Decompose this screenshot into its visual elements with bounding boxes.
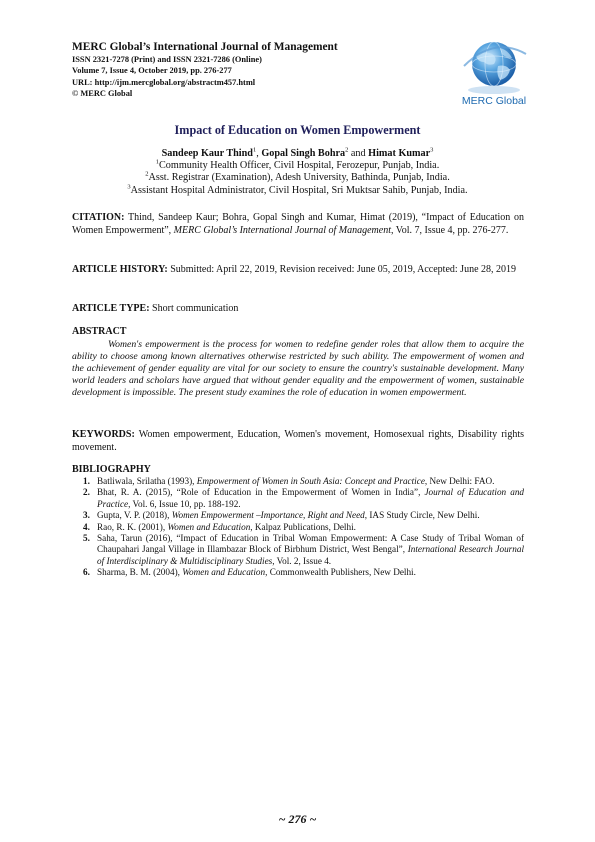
item-text: Bhat, R. A. (2015), “Role of Education in the Empowerment of Women in India”, [97, 487, 425, 498]
item-text-end: , IAS Study Circle, New Delhi. [364, 510, 480, 521]
citation-label: CITATION: [72, 212, 125, 223]
item-number: 3. [83, 510, 90, 521]
history-text: Submitted: April 22, 2019, Revision received: June 05, 2019, Accepted: June 28, 2019 [167, 264, 517, 275]
abstract-heading: ABSTRACT [72, 326, 127, 337]
page-number: ~ 276 ~ [278, 812, 317, 826]
citation-block [72, 212, 524, 237]
article-type-text: Short communication [149, 303, 239, 314]
item-text-end: , New Delhi: FAO. [424, 476, 495, 486]
item-text-end: , Vol. 2, Issue 4. [272, 555, 332, 566]
history-label: ARTICLE HISTORY: [72, 264, 168, 275]
affiliation-text: Assistant Hospital Administrator, Civil Hospital, Sri Muktsar Sahib, Punjab, India. [130, 184, 468, 196]
journal-name: MERC Global’s International Journal of Management [72, 41, 338, 53]
abstract-text: Women's empowerment is the process for women to redefine gender roles that allow them to acquire the ability to choose among known alternatives otherwise restricted by such ability. The empowerment of women and the achievement of gender equality are vital for our society to ensure the country's sustainable development. Many world leaders and scholars have argued that without gender equality and the empowerment of women, sustainable development is impossible. The present study examines the role of education in women empowerment. [72, 338, 524, 398]
item-number: 2. [83, 487, 90, 498]
authors-block [0, 148, 595, 197]
item-title: Empowerment of Women in South Asia: Concept and Practice [196, 476, 425, 486]
keywords-label: KEYWORDS: [72, 429, 135, 440]
bibliography-item [72, 510, 524, 521]
author-name: Gopal Singh Bohra [261, 148, 346, 159]
item-text: Saha, Tarun (2016), “Impact of Education in Tribal Woman Empowerment: A Case Study of Tribal Woman of Chaupahari Jangal Village in Illambazar Block of Birbhum District, West Bengal”, [97, 533, 524, 555]
item-text-end: , Vol. 6, Issue 10, pp. 188-192. [128, 498, 241, 509]
bibliography-item [72, 476, 524, 487]
item-number: 5. [83, 533, 90, 544]
item-title: Women and Education [182, 567, 266, 578]
bibliography-item [72, 533, 524, 567]
merc-global-logo [454, 36, 534, 110]
author-names [0, 148, 595, 160]
globe-icon [454, 36, 534, 96]
item-title: Journal of Education and Practice [97, 487, 525, 509]
affiliation [0, 172, 595, 184]
affiliation-text: Asst. Registrar (Examination), Adesh University, Bathinda, Punjab, India. [148, 172, 450, 184]
bibliography-item [72, 567, 524, 578]
item-text-end: , Kalpaz Publications, Delhi. [250, 521, 356, 532]
article-title: Impact of Education on Women Empowerment [174, 123, 421, 137]
item-text: Batliwala, Srilatha (1993), [97, 476, 197, 486]
bibliography-item [72, 487, 524, 510]
item-title: Women and Education [167, 521, 251, 532]
affiliation-text: Community Health Officer, Civil Hospital, Ferozepur, Punjab, India. [159, 160, 440, 172]
affiliation [0, 185, 595, 197]
citation-text: Thind, Sandeep Kaur; Bohra, Gopal Singh and Kumar, Himat (2019), “Impact of Education on Women Empowerment”, [72, 212, 524, 236]
item-number: 4. [83, 521, 90, 532]
url-line: URL: http://ijm.mercglobal.org/abstractm457.html [72, 77, 256, 87]
bibliography-heading [72, 464, 524, 477]
author-name: Sandeep Kaur Thind [161, 148, 253, 159]
item-text: Gupta, V. P. (2018), [97, 510, 172, 521]
item-title: Women Empowerment –Importance, Right and Need [171, 510, 365, 521]
history-block [72, 264, 524, 277]
logo-text: MERC Global [461, 95, 527, 107]
article-type-label: ARTICLE TYPE: [72, 303, 150, 314]
author-sup: 3 [430, 146, 434, 154]
author-sup: 1 [252, 146, 257, 154]
issn-line: ISSN 2321-7278 (Print) and ISSN 2321-7286 (Online) [72, 55, 262, 64]
bibliography-item [72, 522, 524, 533]
bibliography-list [72, 476, 524, 579]
citation-journal: MERC Global’s International Journal of Management [173, 224, 391, 236]
item-text: Sharma, B. M. (2004), [97, 567, 183, 578]
abstract-block [72, 326, 524, 399]
keywords-block [72, 429, 524, 454]
item-number: 6. [83, 567, 90, 578]
affiliation-sup: 2 [145, 171, 149, 179]
affiliation-sup: 1 [155, 158, 159, 166]
copyright-line: © MERC Global [72, 89, 133, 99]
journal-header [72, 40, 452, 100]
item-text-end: , Commonwealth Publishers, New Delhi. [265, 567, 416, 578]
keywords-text: Women empowerment, Education, Women's movement, Homosexual rights, Disability rights movement. [72, 429, 524, 453]
bibliography-label: BIBLIOGRAPHY [72, 464, 151, 475]
item-title: International Research Journal of Interdisciplinary & Multidisciplinary Studies [97, 544, 524, 566]
author-sep: and [348, 148, 369, 159]
item-number: 1. [83, 476, 90, 486]
item-text: Rao, R. K. (2001), [97, 521, 168, 532]
author-sep: , [256, 148, 262, 159]
volume-line: Volume 7, Issue 4, October 2019, pp. 276-277 [72, 66, 232, 76]
author-name: Himat Kumar [368, 148, 431, 159]
affiliation [0, 160, 595, 172]
citation-text-end: , Vol. 7, Issue 4, pp. 276-277. [390, 224, 509, 236]
article-type-block [72, 303, 524, 316]
affiliation-sup: 3 [127, 183, 131, 191]
author-sup: 2 [345, 146, 349, 154]
